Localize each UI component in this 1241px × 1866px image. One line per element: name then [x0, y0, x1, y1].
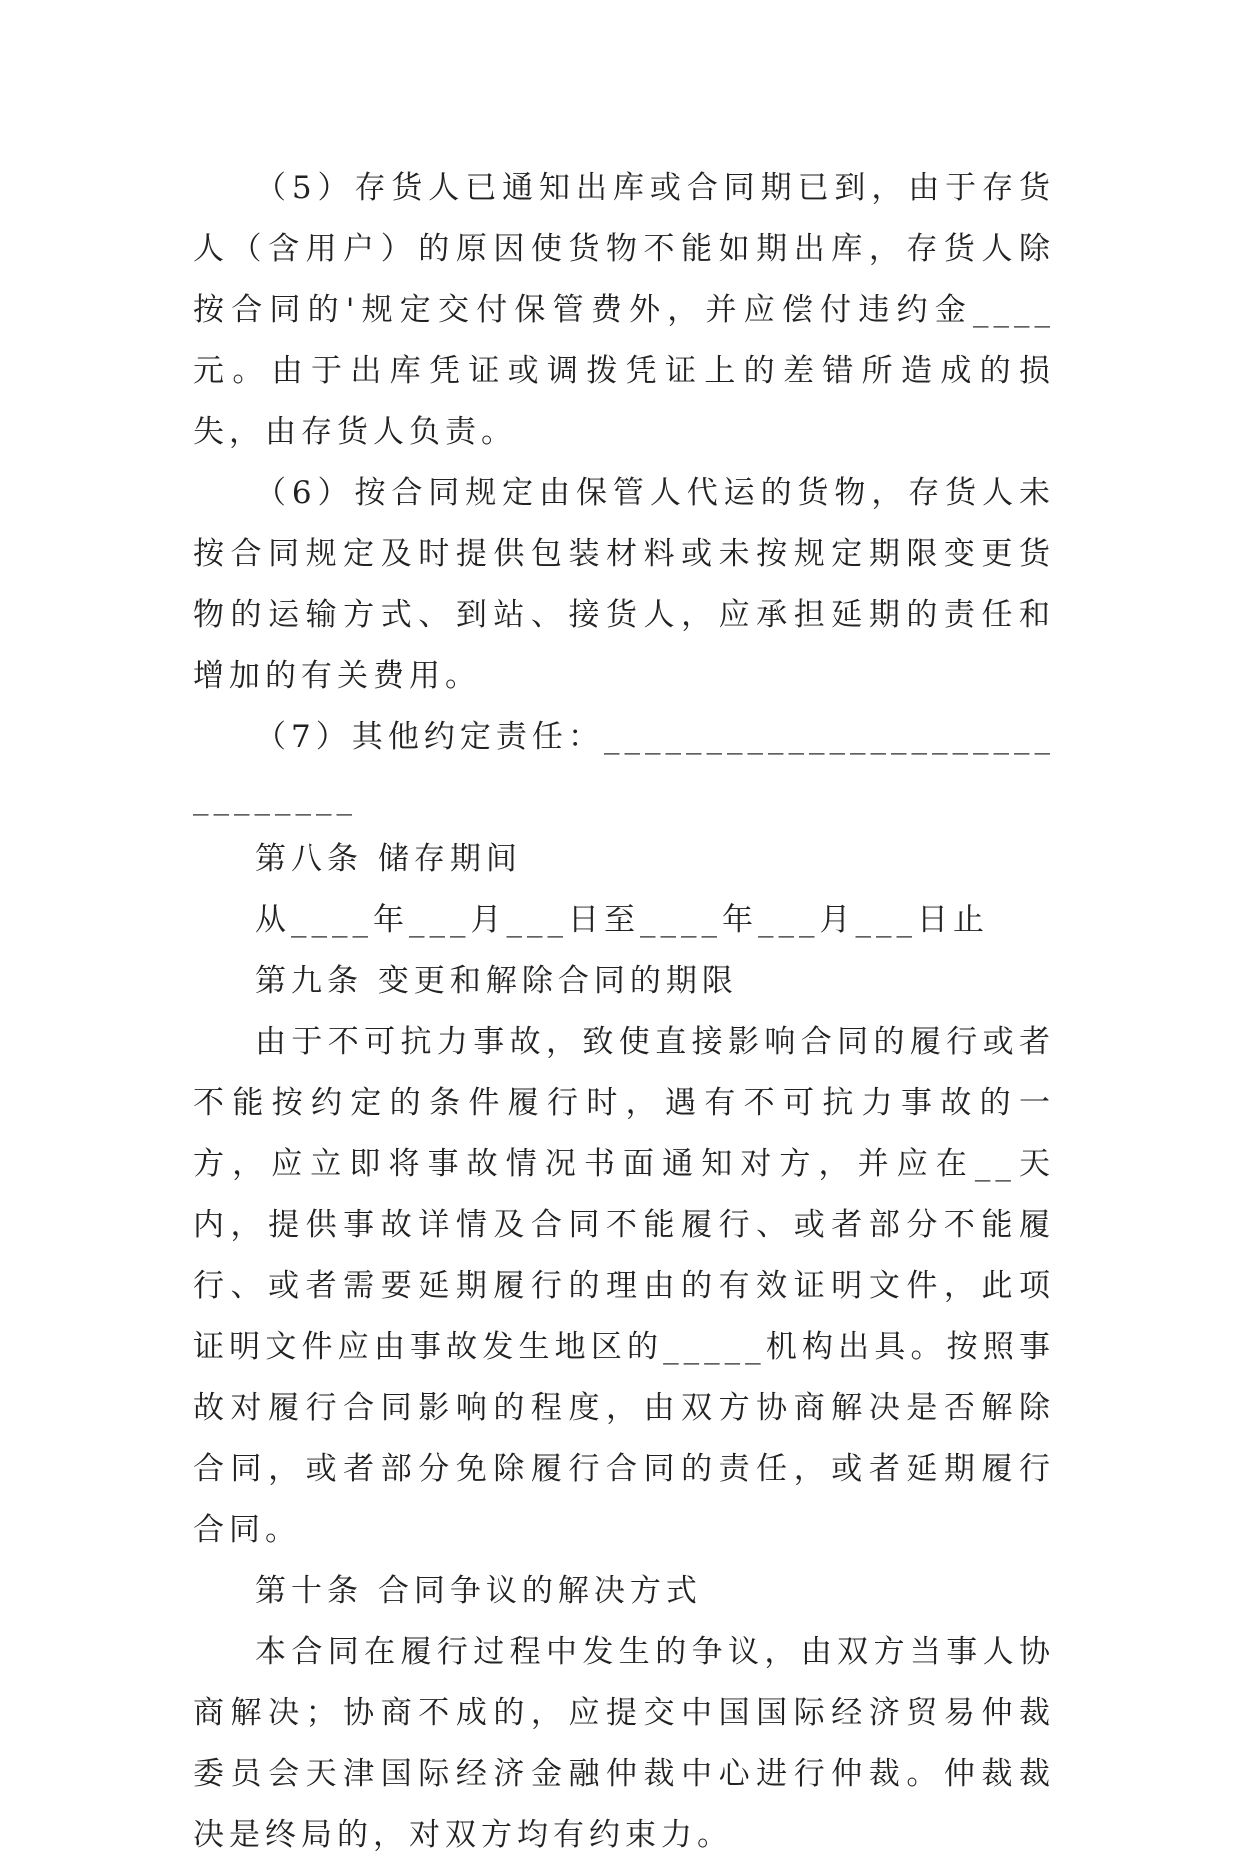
document-body: [193, 158, 1055, 1866]
paragraph-clause-5: （5）存货人已通知出库或合同期已到，由于存货人（含用户）的原因使货物不能如期出库，存货人除按合同的'规定交付保管费外，并应偿付违约金____元。由于出库凭证或调拨凭证上的差错所造成的损失，由存货人负责。: [193, 170, 1055, 450]
storage-period-line: 从____年___月___日至____年___月___日止: [255, 902, 989, 938]
heading-article-8: 第八条 储存期间: [255, 841, 522, 877]
heading-article-10: 第十条 合同争议的解决方式: [255, 1573, 702, 1609]
paragraph-clause-7: （7）其他约定责任：______________________________: [193, 719, 1055, 816]
paragraph-clause-6: （6）按合同规定由保管人代运的货物，存货人未按合同规定及时提供包装材料或未按规定期限变更货物的运输方式、到站、接货人，应承担延期的责任和增加的有关费用。: [193, 475, 1055, 694]
heading-article-9: 第九条 变更和解除合同的期限: [255, 963, 738, 999]
paragraph-force-majeure: 由于不可抗力事故，致使直接影响合同的履行或者不能按约定的条件履行时，遇有不可抗力事故的一方，应立即将事故情况书面通知对方，并应在__天内，提供事故详情及合同不能履行、或者部分不能履行、或者需要延期履行的理由的有效证明文件，此项证明文件应由事故发生地区的_____机构出具。按照事故对履行合同影响的程度，由双方协商解决是否解除合同，或者部分免除履行合同的责任，或者延期履行合同。: [193, 1024, 1055, 1548]
paragraph-dispute-resolution: 本合同在履行过程中发生的争议，由双方当事人协商解决；协商不成的，应提交中国国际经济贸易仲裁委员会天津国际经济金融仲裁中心进行仲裁。仲裁裁决是终局的，对双方均有约束力。: [193, 1634, 1055, 1853]
